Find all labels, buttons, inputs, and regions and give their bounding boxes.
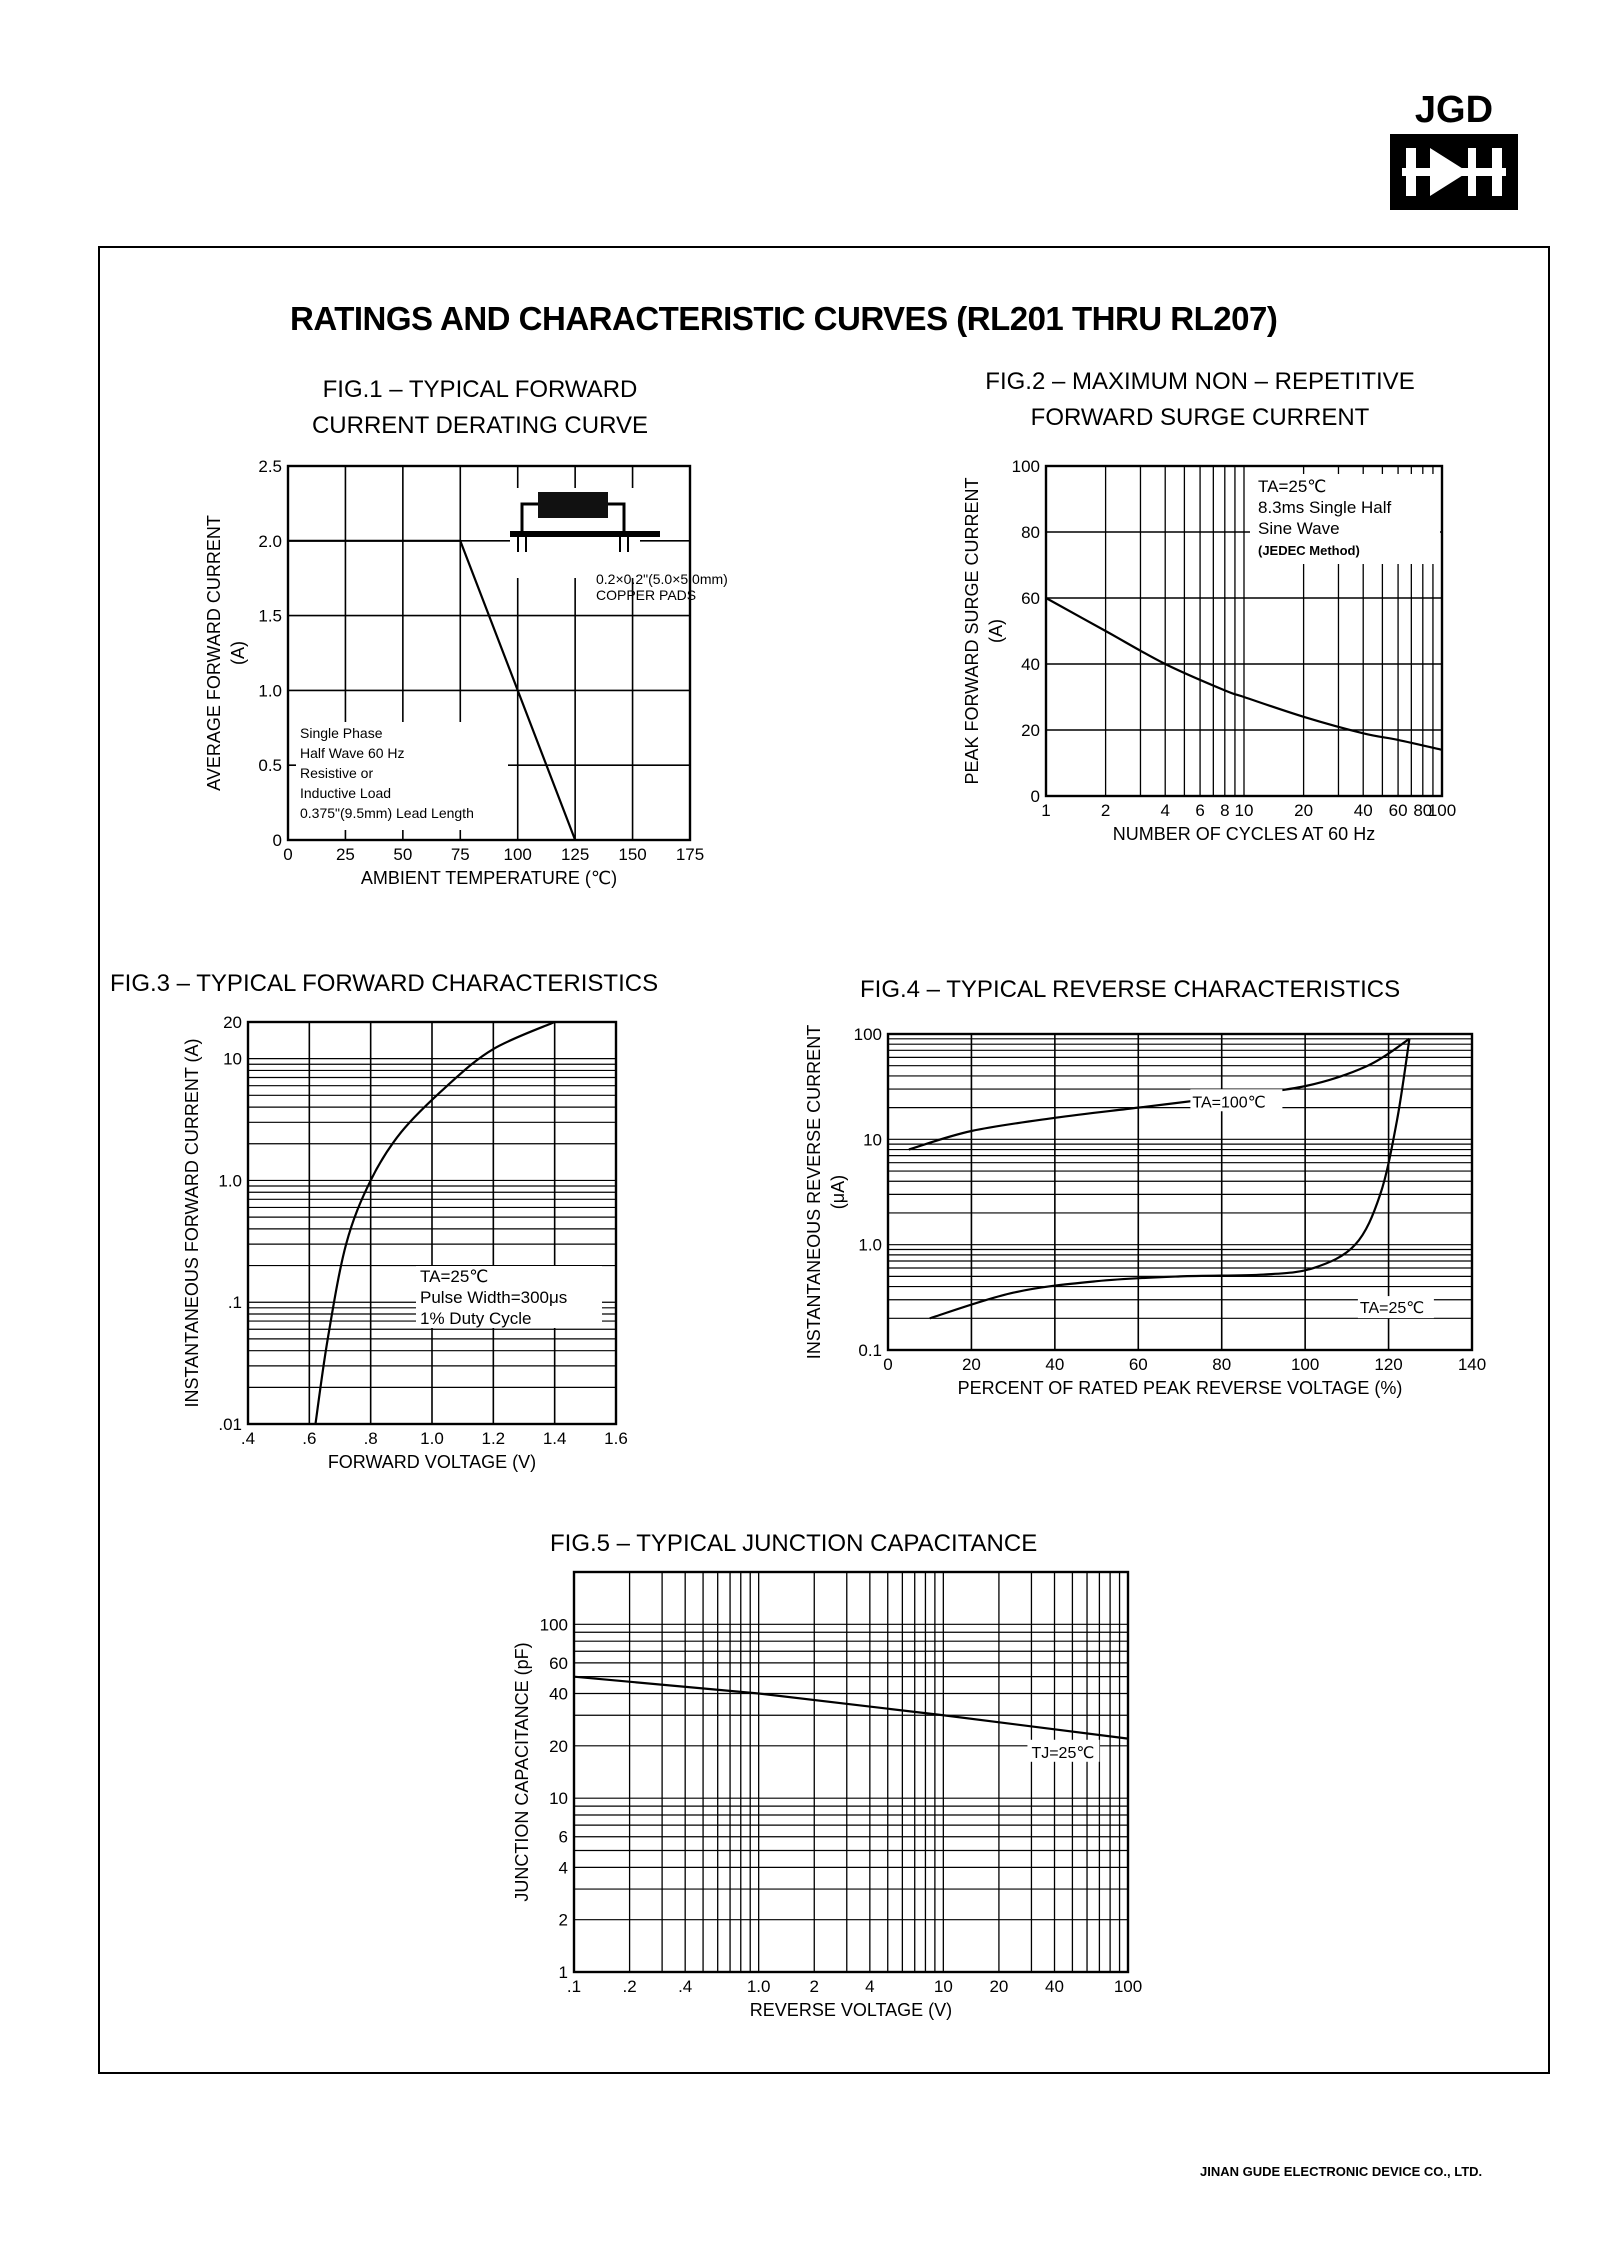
fig2-annotation: 8.3ms Single Half	[1258, 498, 1392, 517]
fig1-x-tick-label: 125	[560, 845, 590, 864]
fig1-x-tick-label: 100	[503, 845, 532, 864]
diode-logo-icon	[1390, 134, 1518, 210]
page-title: RATINGS AND CHARACTERISTIC CURVES (RL201 THRU RL207)	[290, 300, 1278, 337]
fig5-y-tick-label: 20	[549, 1736, 568, 1756]
fig2-x-tick-label: 80	[1413, 801, 1433, 820]
fig3-y-tick-label: 1.0	[218, 1171, 242, 1191]
fig4-x-tick-label: 20	[961, 1355, 981, 1374]
fig3-series-line-0	[315, 1022, 554, 1424]
fig3-x-tick-label: 1.2	[481, 1429, 506, 1448]
fig1-y-tick-label: 0.5	[258, 756, 282, 776]
fig1-title-line2: CURRENT DERATING CURVE	[311, 412, 649, 439]
fig2-title-line1: FIG.2 – MAXIMUM NON – REPETITIVE	[985, 368, 1415, 395]
fig1-inset-label: COPPER PADS	[596, 587, 697, 603]
fig3-title-line1: FIG.3 – TYPICAL FORWARD CHARACTERISTICS	[110, 970, 659, 997]
fig5-x-tick-label: .1	[566, 1977, 582, 1996]
fig5-x-axis-label: REVERSE VOLTAGE (V)	[749, 2000, 953, 2020]
fig5-y-tick-label: 40	[549, 1684, 568, 1704]
fig2-x-tick-label: 60	[1388, 801, 1408, 820]
fig1-y-tick-label: 2.0	[258, 531, 282, 551]
fig5-x-tick-label: 20	[989, 1977, 1009, 1996]
fig3-y-tick-label: 10	[223, 1049, 242, 1069]
fig4-chart	[800, 1010, 1520, 1430]
fig5-chart	[510, 1566, 1170, 2036]
fig2-x-tick-label: 40	[1353, 801, 1373, 820]
fig1-x-axis-label: AMBIENT TEMPERATURE (℃)	[360, 868, 618, 888]
fig5-y-tick-label: 100	[539, 1615, 568, 1635]
fig5-y-tick-label: 2	[558, 1910, 568, 1930]
fig3-x-tick-label: .6	[302, 1429, 317, 1448]
fig4-series-line-0	[909, 1039, 1410, 1150]
fig1-inset-board	[510, 531, 660, 537]
fig1-x-tick-label: 150	[618, 845, 647, 864]
fig1-inset-diode-body	[538, 492, 608, 518]
fig5-x-tick-label: 2	[809, 1977, 819, 1996]
fig2-x-tick-label: 10	[1234, 801, 1254, 820]
fig1-x-tick-label: 50	[393, 845, 413, 864]
fig4-y-axis-unit: (μA)	[828, 1174, 848, 1210]
fig2-x-tick-label: 2	[1100, 801, 1111, 820]
fig5-x-tick-label: .4	[678, 1977, 693, 1996]
fig4-x-tick-label: 40	[1045, 1355, 1065, 1374]
fig5-y-tick-label: 1	[558, 1963, 568, 1982]
fig1-chart	[180, 440, 820, 910]
fig2-x-tick-label: 100	[1427, 801, 1457, 820]
fig3-y-axis-label: INSTANTANEOUS FORWARD CURRENT (A)	[182, 1038, 202, 1408]
fig1-annotation: 0.375"(9.5mm) Lead Length	[300, 805, 474, 821]
fig2-x-axis-label: NUMBER OF CYCLES AT 60 Hz	[1112, 824, 1376, 844]
fig5-x-tick-label: 100	[1113, 1977, 1143, 1996]
fig2-x-tick-label: 6	[1195, 801, 1205, 820]
fig1-x-tick-label: 25	[335, 845, 355, 864]
fig4-annotation: TA=25℃	[1359, 1300, 1425, 1318]
fig4-y-tick-label: 10	[863, 1130, 882, 1150]
fig1-annotation: Resistive or	[300, 765, 374, 781]
fig5-y-tick-label: 6	[558, 1827, 568, 1847]
fig3-x-tick-label: 1.0	[420, 1429, 444, 1448]
fig4-x-tick-label: 0	[883, 1355, 893, 1374]
fig1-title	[220, 372, 740, 444]
fig3-annotation: 1% Duty Cycle	[420, 1309, 532, 1328]
fig1-y-tick-label: 1.0	[258, 681, 282, 701]
fig1-y-tick-label: 1.5	[258, 606, 282, 626]
fig2-y-tick-label: 80	[1021, 523, 1040, 542]
fig5-y-tick-label: 4	[558, 1858, 568, 1878]
fig2-y-tick-label: 0	[1030, 787, 1040, 806]
fig3-x-tick-label: .4	[240, 1429, 256, 1448]
fig5-y-tick-label: 10	[549, 1789, 568, 1809]
fig4-title-line1: FIG.4 – TYPICAL REVERSE CHARACTERISTICS	[860, 976, 1401, 1003]
fig2-title	[920, 364, 1480, 436]
fig5-x-tick-label: .2	[622, 1977, 637, 1996]
fig4-x-tick-label: 80	[1212, 1355, 1232, 1374]
fig2-x-tick-label: 8	[1220, 801, 1230, 820]
fig1-annotation: Inductive Load	[300, 785, 392, 801]
logo-text: JGD	[1414, 89, 1494, 131]
fig4-x-tick-label: 60	[1128, 1355, 1148, 1374]
fig1-y-tick-label: 0	[272, 831, 282, 850]
company-logo	[1386, 90, 1522, 212]
fig1-y-axis-label: AVERAGE FORWARD CURRENT	[204, 515, 224, 791]
fig5-title	[550, 1526, 1110, 1562]
fig1-annotation: Single Phase	[300, 725, 383, 741]
fig5-y-axis-label: JUNCTION CAPACITANCE (pF)	[512, 1642, 532, 1902]
fig5-x-tick-label: 40	[1045, 1977, 1064, 1996]
fig1-annotation: Half Wave 60 Hz	[300, 745, 405, 761]
fig2-y-tick-label: 40	[1021, 655, 1040, 674]
fig4-x-axis-label: PERCENT OF RATED PEAK REVERSE VOLTAGE (%)	[957, 1378, 1403, 1398]
fig4-x-tick-label: 140	[1457, 1355, 1487, 1374]
fig4-x-tick-label: 120	[1374, 1355, 1403, 1374]
fig3-chart	[180, 1010, 660, 1480]
fig5-x-tick-label: 1.0	[746, 1977, 771, 1996]
fig2-annotation-method: (JEDEC Method)	[1258, 543, 1360, 558]
fig1-title-line1: FIG.1 – TYPICAL FORWARD	[322, 376, 638, 403]
fig4-title	[860, 972, 1480, 1008]
fig4-x-tick-label: 100	[1290, 1355, 1320, 1374]
fig2-y-axis-unit: (A)	[986, 619, 1006, 643]
fig4-annotation: TA=100℃	[1192, 1094, 1266, 1112]
fig4-y-tick-label: 0.1	[858, 1341, 882, 1360]
fig1-inset-label: 0.2×0.2"(5.0×5.0mm)	[596, 571, 728, 587]
fig2-annotation: TA=25℃	[1258, 477, 1327, 496]
fig2-x-tick-label: 20	[1294, 801, 1314, 820]
fig2-x-tick-label: 1	[1041, 801, 1051, 820]
fig1-x-tick-label: 75	[450, 845, 470, 864]
fig1-y-axis-unit: (A)	[228, 641, 248, 665]
fig4-y-tick-label: 1.0	[858, 1235, 882, 1255]
fig4-y-tick-label: 100	[853, 1025, 882, 1044]
fig5-title-line1: FIG.5 – TYPICAL JUNCTION CAPACITANCE	[550, 1530, 1038, 1557]
fig2-y-tick-label: 20	[1021, 721, 1040, 740]
fig3-y-tick-label: .1	[227, 1293, 242, 1313]
fig2-y-tick-label: 60	[1021, 589, 1040, 608]
fig1-x-tick-label: 0	[283, 845, 293, 864]
fig4-y-axis-label: INSTANTANEOUS REVERSE CURRENT	[804, 1024, 824, 1360]
fig3-y-tick-label: 20	[223, 1013, 242, 1032]
fig2-title-line2: FORWARD SURGE CURRENT	[1030, 404, 1370, 431]
fig5-series-line-0	[574, 1677, 1128, 1739]
fig2-annotation: Sine Wave	[1258, 519, 1340, 538]
fig5-x-tick-label: 10	[933, 1977, 953, 1996]
fig3-annotation: Pulse Width=300μs	[420, 1288, 568, 1307]
fig3-x-axis-label: FORWARD VOLTAGE (V)	[327, 1452, 537, 1472]
fig2-chart	[960, 450, 1500, 850]
fig3-annotation: TA=25℃	[420, 1267, 489, 1286]
fig5-y-tick-label: 60	[549, 1653, 568, 1673]
fig2-y-axis-label: PEAK FORWARD SURGE CURRENT	[962, 477, 982, 785]
fig3-x-tick-label: 1.4	[542, 1429, 567, 1448]
fig1-y-tick-label: 2.5	[258, 457, 282, 476]
fig5-x-tick-label: 4	[865, 1977, 875, 1996]
fig2-y-tick-label: 100	[1011, 457, 1040, 476]
fig1-x-tick-label: 175	[675, 845, 705, 864]
footer-company: JINAN GUDE ELECTRONIC DEVICE CO., LTD.	[1200, 2164, 1483, 2179]
fig5-annotation: TJ=25℃	[1031, 1744, 1095, 1762]
fig3-x-tick-label: 1.6	[604, 1429, 628, 1448]
fig3-title	[110, 966, 750, 1002]
fig3-x-tick-label: .8	[363, 1429, 378, 1448]
fig2-x-tick-label: 4	[1160, 801, 1170, 820]
fig3-y-tick-label: .01	[218, 1415, 242, 1434]
